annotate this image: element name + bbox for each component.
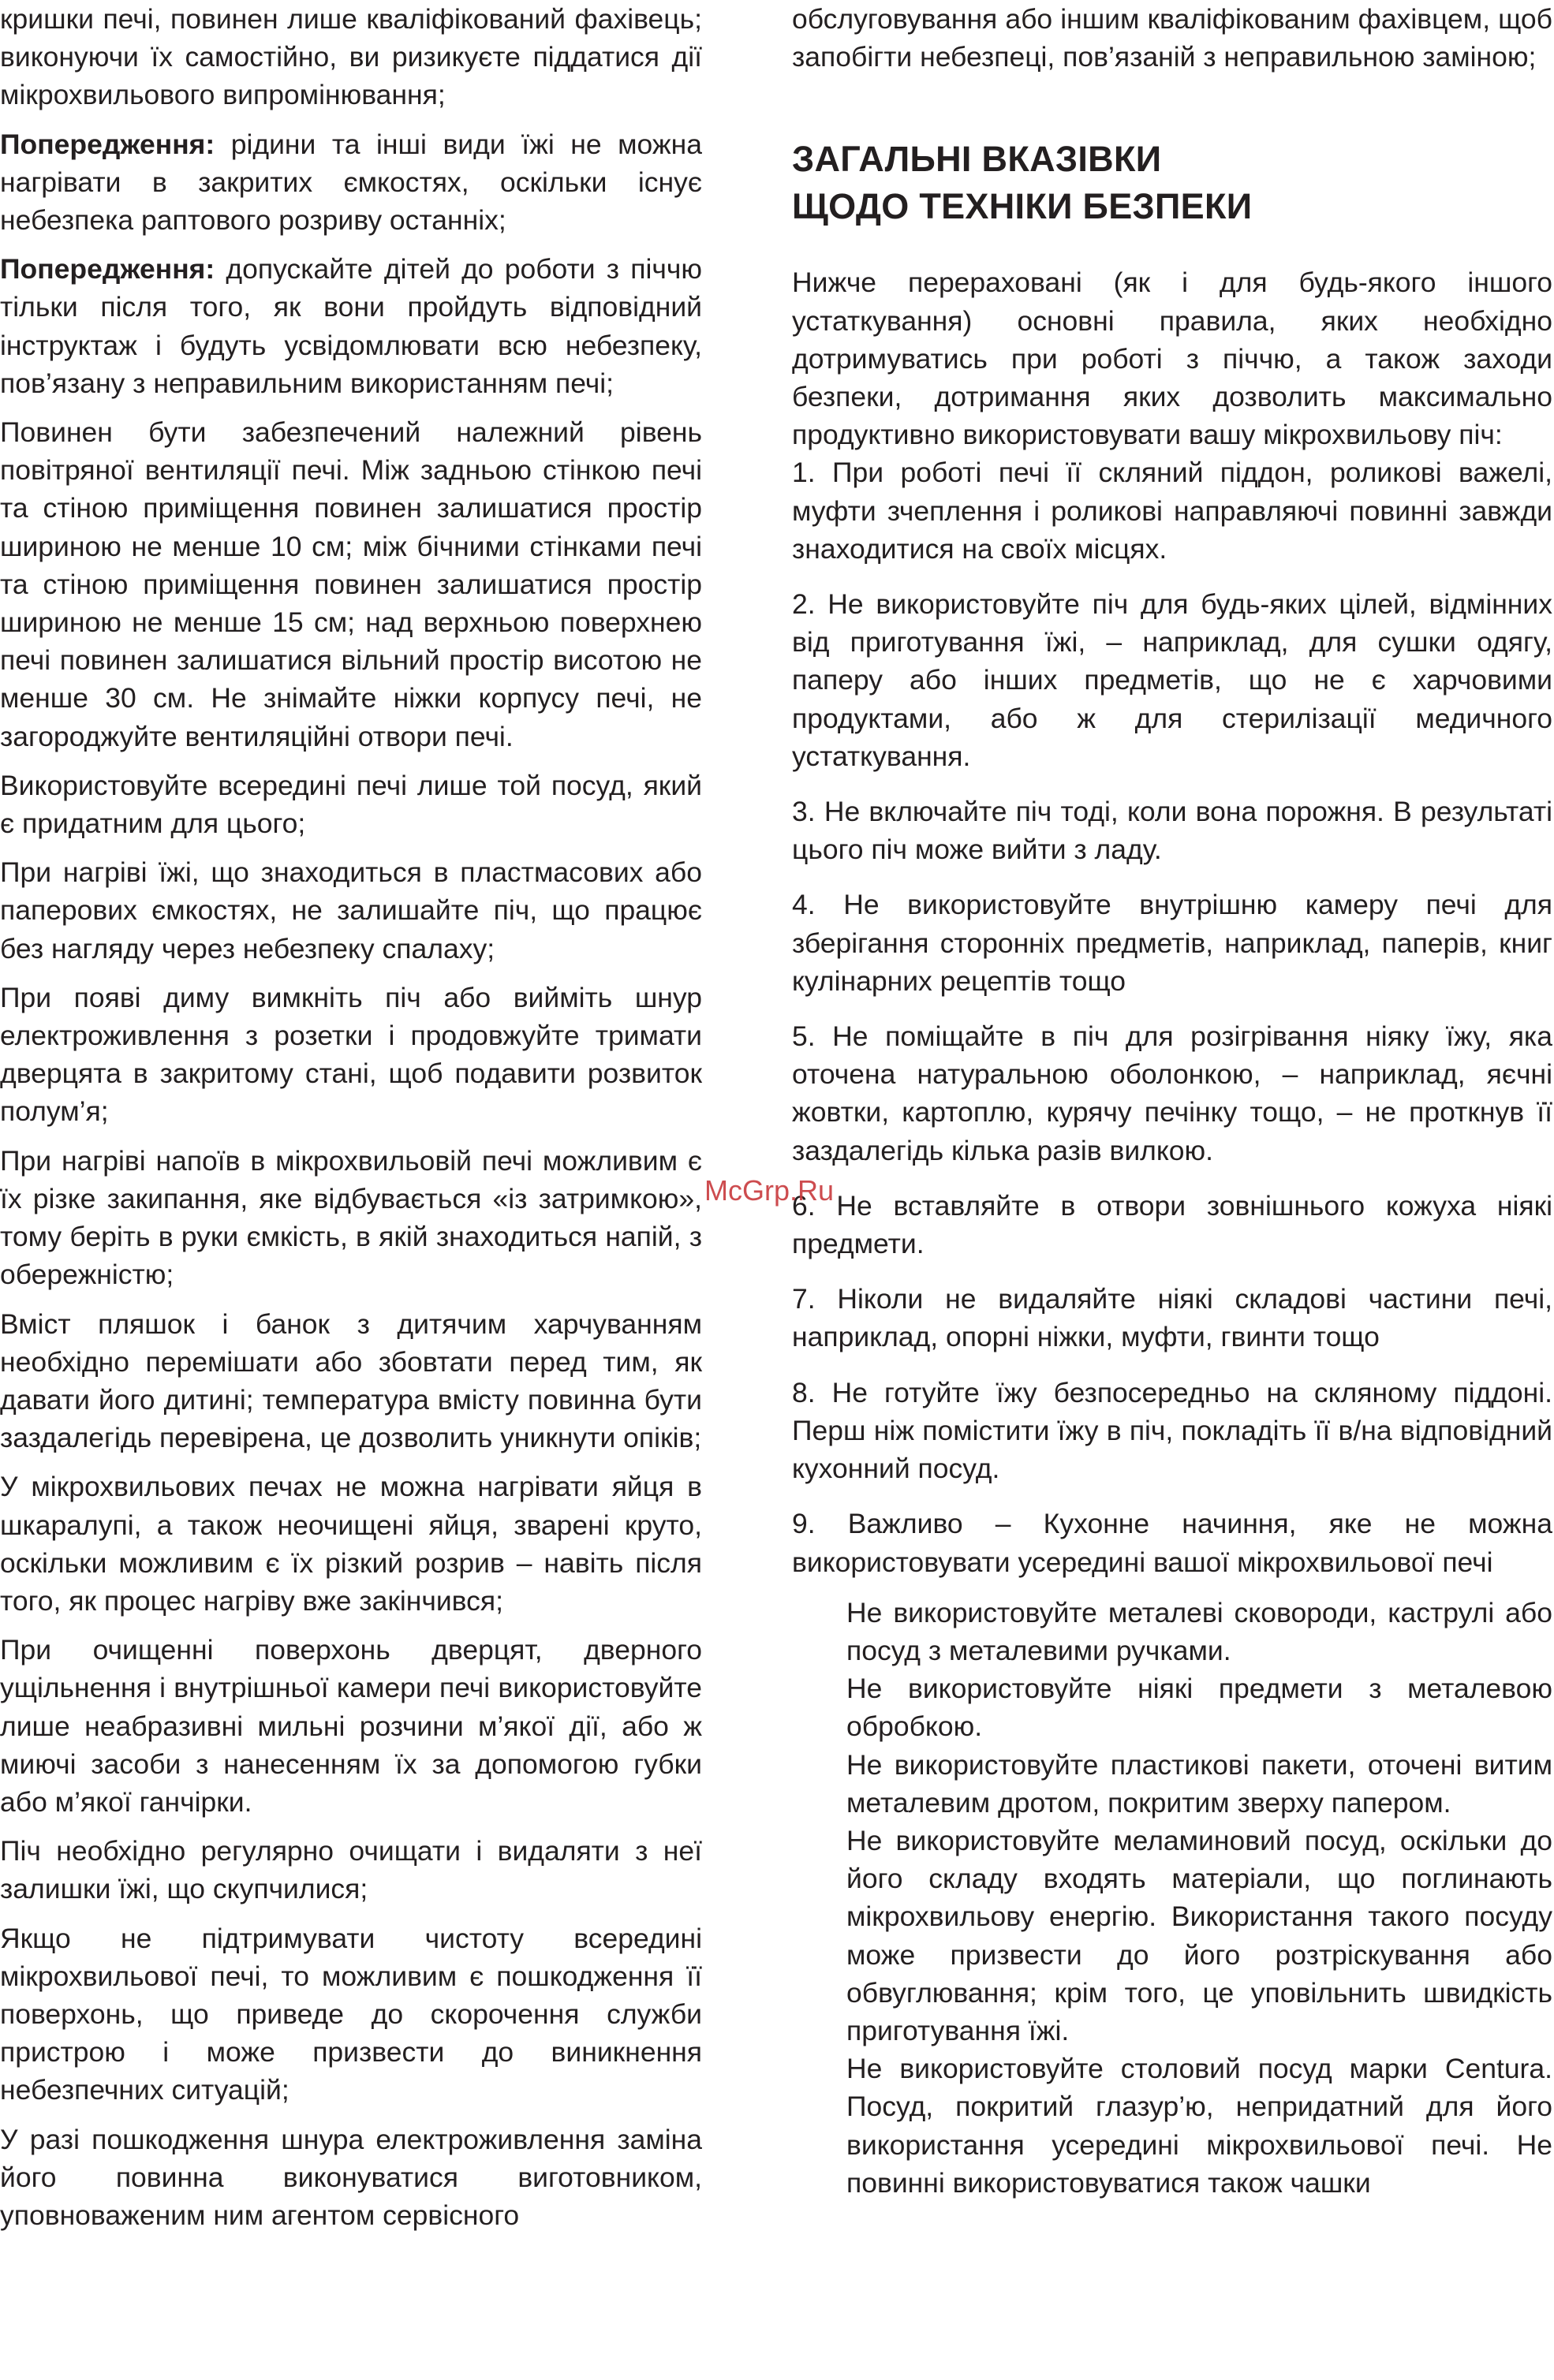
left-paragraph bbox=[0, 1631, 702, 1821]
left-paragraph bbox=[0, 767, 702, 842]
left-column bbox=[0, 0, 702, 2245]
paragraph-text: допускайте дітей до роботи з піччю тільки після того, як вони пройдуть відповідний інструктаж і будуть усвідомлювати всю небезпеку, пов’язану з неправильним використанням печі; bbox=[0, 253, 702, 399]
cookware-warning: Не використовуйте столовий посуд марки Centura. Посуд, покритий глазур’ю, непридатний для його використання усередині мікрохвильової печі. Не повинні використовуватися також чашки bbox=[846, 2053, 1552, 2199]
paragraph-text: Піч необхідно регулярно очищати і видаляти з неї залишки їжі, що скупчилися; bbox=[0, 1835, 702, 1905]
section-heading-line-2: ЩОДО ТЕХНІКИ БЕЗПЕКИ bbox=[792, 186, 1253, 227]
left-paragraph bbox=[0, 0, 702, 114]
cookware-warning: Не використовуйте металеві сковороди, каструлі або посуд з металевими ручками. bbox=[846, 1596, 1552, 1666]
paragraph-text: При нагріві їжі, що знаходиться в пластмасових або паперових ємкостях, не залишайте піч, що працює без нагляду через небезпеку спалаху; bbox=[0, 856, 702, 964]
rules-list bbox=[792, 453, 1552, 1580]
rule-item: 4. Не використовуйте внутрішню камеру печі для зберігання сторонніх предметів, наприклад, паперів, книг кулінарних рецептів тощо bbox=[792, 889, 1552, 997]
cookware-warning: Не використовуйте пластикові пакети, оточені витим металевим дротом, покритим зверху папером. bbox=[846, 1748, 1552, 1819]
left-paragraph bbox=[0, 125, 702, 240]
intro-paragraph: Нижче перераховані (як і для будь-якого іншого устаткування) основні правила, яких необхідно дотримуватись при роботі з піччю, а також заходи безпеки, дотримання яких дозволить максимально продуктивно використовувати вашу мікрохвильову піч: bbox=[792, 267, 1552, 451]
cookware-warning: Не використовуйте меламиновий посуд, оскільки до його складу входять матеріали, що поглинають мікрохвильову енергію. Використання такого посуду може призвести до його розтріскування або обвуглювання; крім того, це уповільнить швидкість приготування їжі. bbox=[846, 1824, 1552, 2046]
left-paragraph bbox=[0, 979, 702, 1131]
right-column bbox=[792, 0, 1552, 2202]
left-paragraph bbox=[0, 1468, 702, 1620]
section-heading bbox=[792, 136, 1552, 230]
paragraph-text: При нагріві напоїв в мікрохвильовій печі можливим є їх різке закипання, яке відбувається «із затримкою», тому беріть в руки ємкість, в якій знаходиться напій, з обережністю; bbox=[0, 1144, 702, 1291]
rule-item: 1. При роботі печі її скляний піддон, роликові важелі, муфти зчеплення і роликові направляючі повинні завжди знаходитися на своїх місцях. bbox=[792, 457, 1552, 565]
forbidden-cookware-list bbox=[846, 1594, 1552, 2202]
paragraph-text: У разі пошкодження шнура електроживлення заміна його повинна виконуватися виготовником, уповноваженим ним агентом сервісного bbox=[0, 2123, 702, 2231]
paragraph-text: Використовуйте всередині печі лише той посуд, який є придатним для цього; bbox=[0, 769, 702, 840]
left-paragraph bbox=[0, 413, 702, 755]
cookware-warning: Не використовуйте ніякі предмети з металевою обробкою. bbox=[846, 1673, 1552, 1743]
continued-paragraph: обслуговування або іншим кваліфікованим фахівцем, щоб запобігти небезпеці, пов’язаній з неправильною заміною; bbox=[792, 3, 1552, 73]
section-heading-line-1: ЗАГАЛЬНІ ВКАЗІВКИ bbox=[792, 139, 1162, 180]
rule-item: 2. Не використовуйте піч для будь-яких цілей, відмінних від приготування їжі, – наприклад, для сушки одягу, паперу або інших предметів, що не є харчовими продуктами, або ж для стерилізації медичного устаткування. bbox=[792, 588, 1552, 772]
rule-item: 5. Не поміщайте в піч для розігрівання ніяку їжу, яка оточена натуральною оболонкою, – наприклад, яєчні жовтки, картоплю, курячу печінку тощо, – не проткнув її заздалегідь кілька разів вилкою. bbox=[792, 1020, 1552, 1166]
paragraph-text: При очищенні поверхонь дверцят, дверного ущільнення і внутрішньої камери печі використовуйте лише неабразивні мильні розчини м’якої дії, або ж миючі засоби з нанесенням їх за допомогою губки або м’якої ганчірки. bbox=[0, 1634, 702, 1818]
rule-item: 6. Не вставляйте в отвори зовнішнього кожуха ніякі предмети. bbox=[792, 1189, 1552, 1260]
left-paragraph bbox=[0, 853, 702, 968]
left-paragraph bbox=[0, 1142, 702, 1294]
rule-item: 7. Ніколи не видаляйте ніякі складові частини печі, наприклад, опорні ніжки, муфти, гвинти тощо bbox=[792, 1283, 1552, 1353]
warning-label: Попередження: bbox=[0, 128, 215, 160]
left-paragraph bbox=[0, 1305, 702, 1457]
paragraph-text: кришки печі, повинен лише кваліфікований фахівець; виконуючи їх самостійно, ви ризикуєте піддатися дії мікрохвильового випромінювання; bbox=[0, 3, 702, 111]
left-paragraph bbox=[0, 2121, 702, 2235]
watermark: McGrp.Ru bbox=[704, 1174, 835, 1207]
warning-label: Попередження: bbox=[0, 253, 215, 285]
left-paragraph bbox=[0, 1832, 702, 1908]
rule-item: 8. Не готуйте їжу безпосередньо на скляному піддоні. Перш ніж помістити їжу в піч, покладіть її в/на відповідний кухонний посуд. bbox=[792, 1376, 1552, 1485]
paragraph-text: рідини та інші види їжі не можна нагрівати в закритих ємкостях, оскільки існує небезпека раптового розриву останніх; bbox=[0, 128, 702, 237]
paragraph-text: При появі диму вимкніть піч або вийміть шнур електроживлення з розетки і продовжуйте тримати дверцята в закритому стані, щоб подавити розвиток полум’я; bbox=[0, 981, 702, 1128]
paragraph-text: Вміст пляшок і банок з дитячим харчуванням необхідно перемішати або збовтати перед тим, як давати його дитині; температура вмісту повинна бути заздалегідь перевірена, це дозволить уникнути опіків; bbox=[0, 1308, 702, 1454]
rule-item: 9. Важливо – Кухонне начиння, яке не можна використовувати усередині вашої мікрохвильової печі bbox=[792, 1508, 1552, 1578]
rule-item: 3. Не включайте піч тоді, коли вона порожня. В результаті цього піч може вийти з ладу. bbox=[792, 796, 1552, 866]
paragraph-text: У мікрохвильових печах не можна нагрівати яйця в шкаралупі, а також неочищені яйця, зварені круто, оскільки можливим є їх різкий розрив – навіть після того, як процес нагріву вже закінчився; bbox=[0, 1471, 702, 1617]
left-paragraph bbox=[0, 1919, 702, 2110]
paragraph-text: Якщо не підтримувати чистоту всередині мікрохвильової печі, то можливим є пошкодження її поверхонь, що приведе до скорочення служби пристрою і може призвести до виникнення небезпечних ситуацій; bbox=[0, 1922, 702, 2106]
left-paragraph bbox=[0, 250, 702, 402]
paragraph-text: Повинен бути забезпечений належний рівень повітряної вентиляції печі. Між задньою стінкою печі та стіною приміщення повинен залишатися простір шириною не менше 10 см; між бічними стінками печі та стіною приміщення повинен залишатися простір шириною не менше 15 см; над верхньою поверхнею печі повинен залишатися вільний простір висотою не менше 30 см. Не знімайте ніжки корпусу печі, не загороджуйте вентиляційні отвори печі. bbox=[0, 416, 702, 752]
